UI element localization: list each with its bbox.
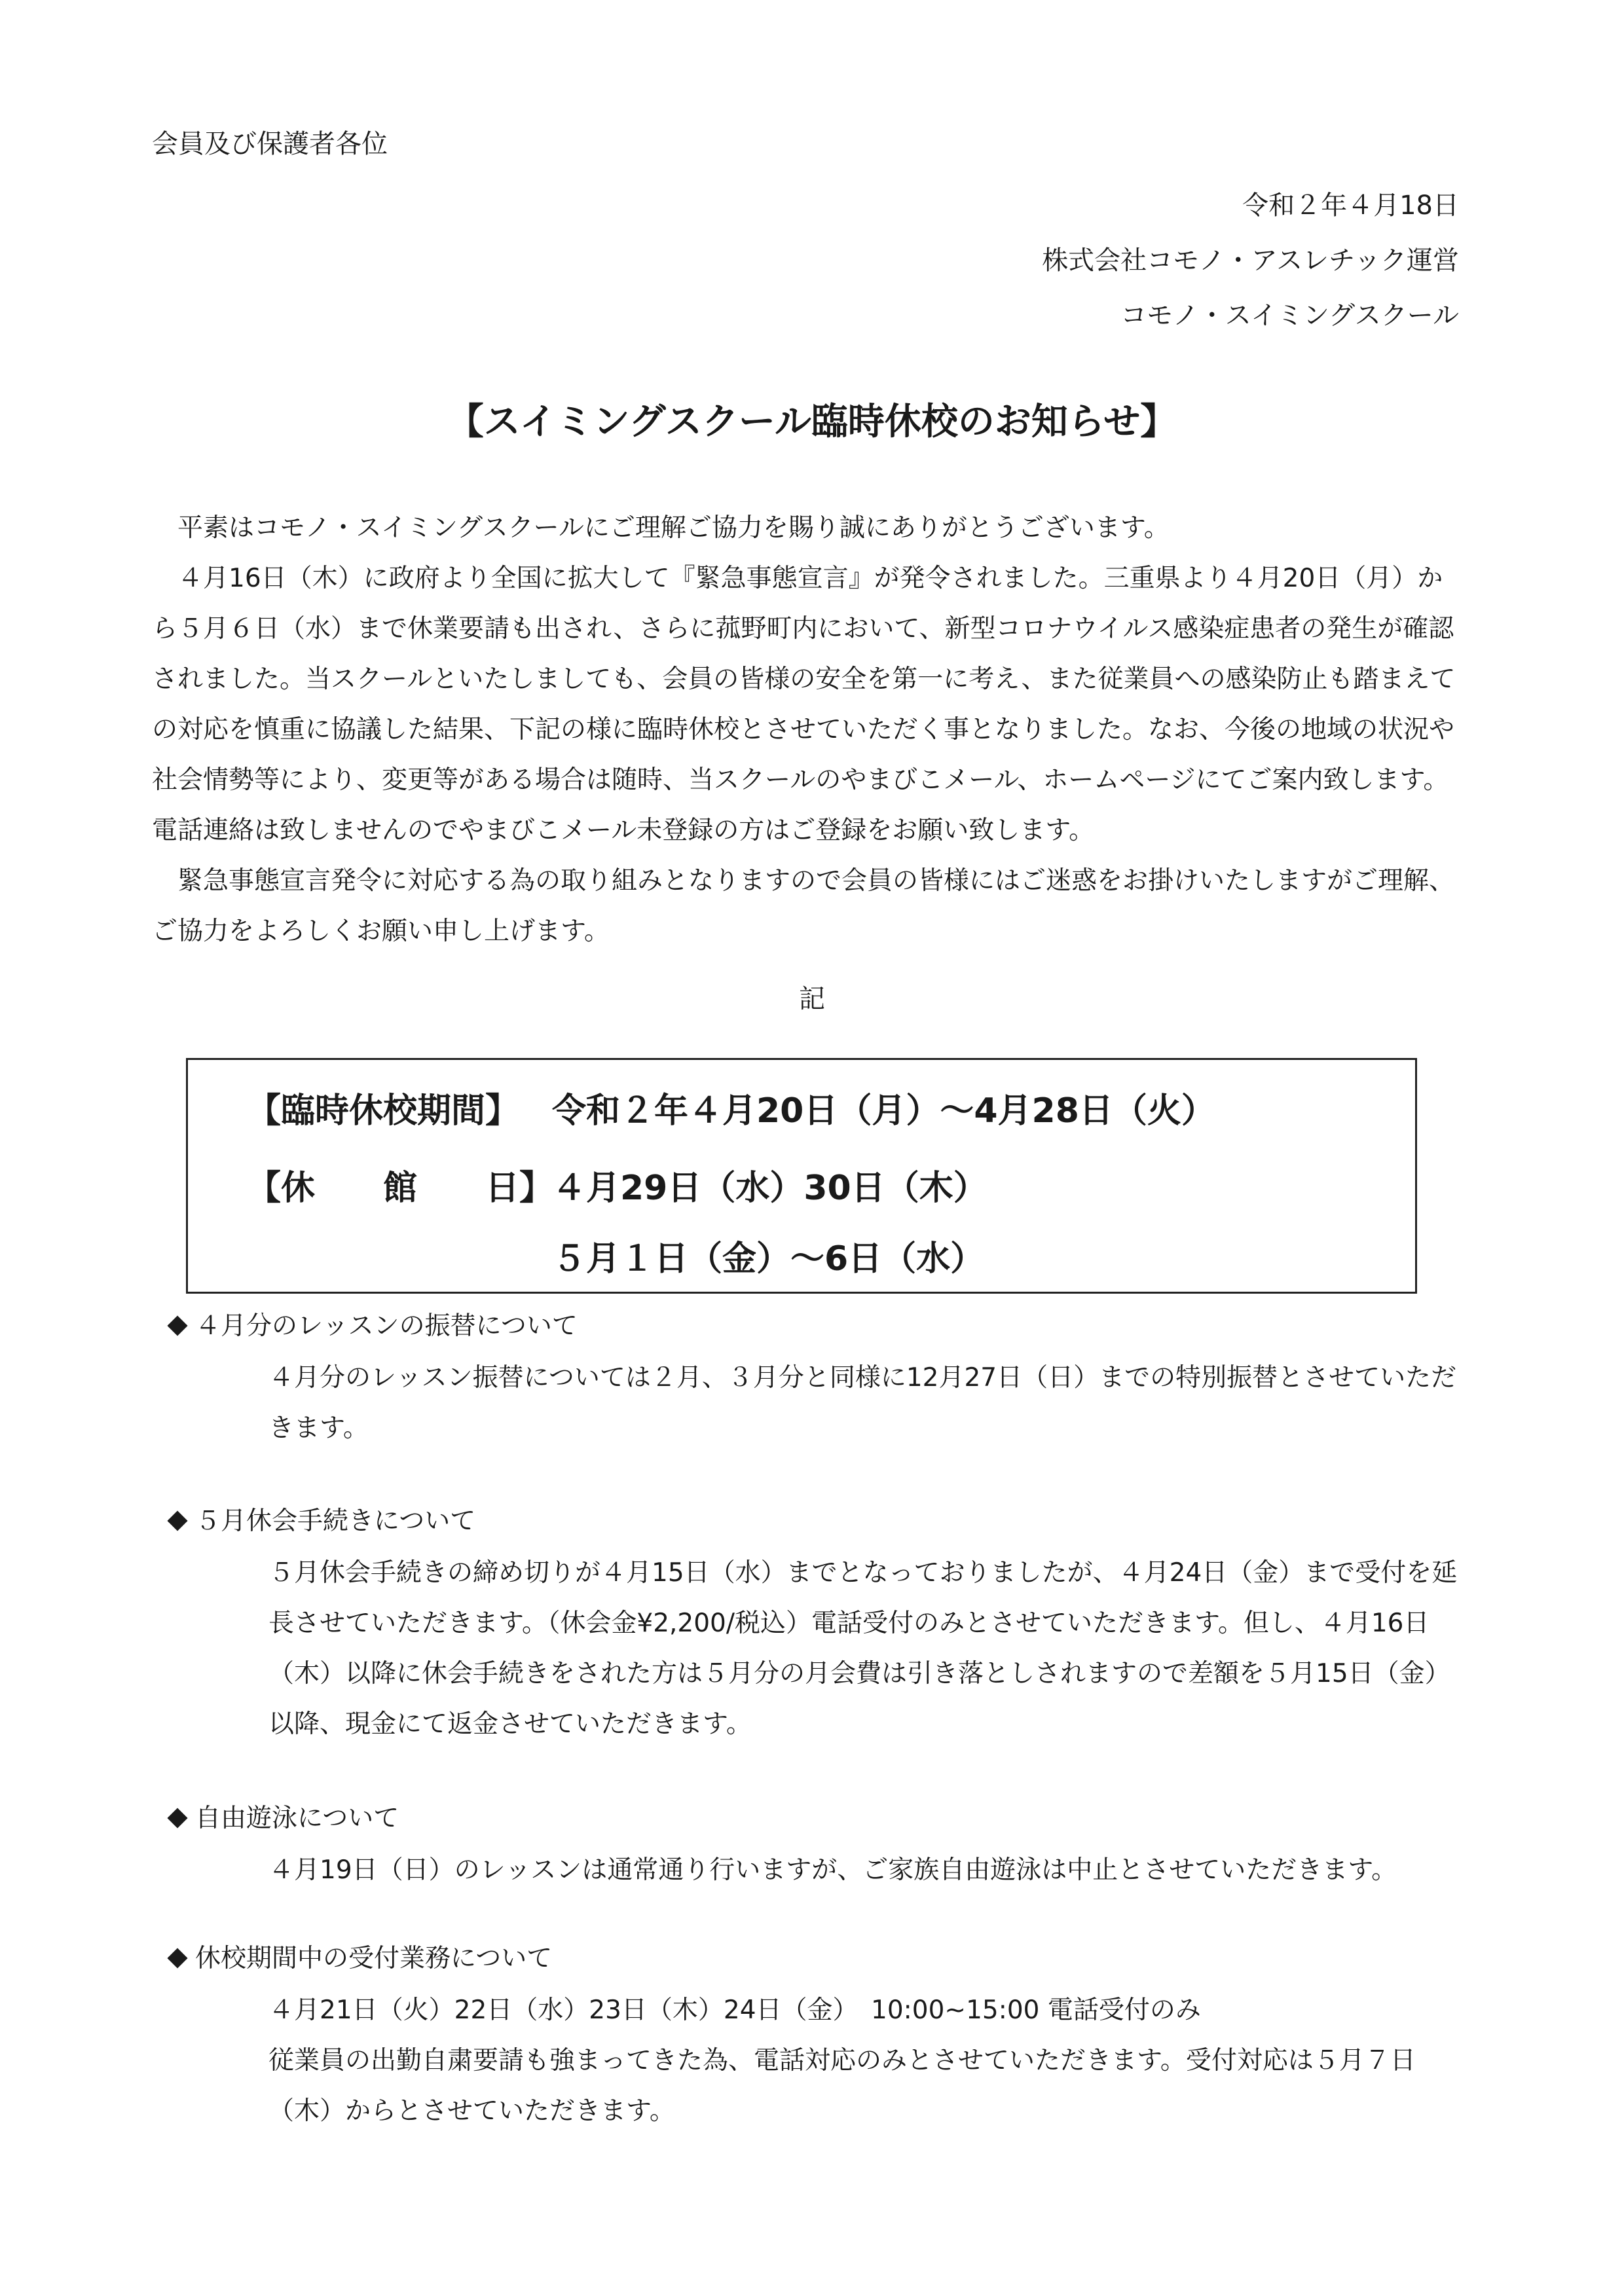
company-name: 株式会社コモノ・アスレチック運営 — [1042, 246, 1459, 276]
sender-block — [1042, 178, 1459, 343]
section-may-leave — [165, 1504, 1462, 1749]
closure-period-box — [186, 1058, 1417, 1294]
section-body — [268, 1353, 1462, 1453]
issue-date: 令和２年４月18日 — [1242, 191, 1459, 221]
closed-days-value-1: ４月29日（水）30日（木） — [552, 1169, 987, 1208]
closure-period-value: 令和２年４月20日（月）～4月28日（火） — [552, 1091, 1215, 1131]
school-name: コモノ・スイミングスクール — [1120, 301, 1459, 331]
section-line: ４月21日（火）22日（水）23日（木）24日（金） 10:00~15:00 電話受付のみ — [268, 1995, 1201, 2025]
intro-paragraph-1: 平素はコモノ・スイミングスクールにご理解ご協力を賜り誠にありがとうございます。 — [177, 513, 1170, 543]
closed-days-value-2: ５月１日（金）～6日（水） — [552, 1239, 985, 1279]
ki-mark: 記 — [799, 984, 825, 1014]
section-heading: ４月分のレッスンの振替について — [165, 1309, 1462, 1343]
diamond-bullet-icon — [167, 1510, 187, 1531]
section-heading: ５月休会手続きについて — [165, 1504, 1462, 1539]
intro-paragraph-3: 緊急事態宣言発令に対応する為の取り組みとなりますので会員の皆様にはご迷惑をお掛けいたしますがご理解、ご協力をよろしくお願い申し上げます。 — [152, 866, 1455, 946]
section-line: 従業員の出勤自粛要請も強まってきた為、電話対応のみとさせていただきます。受付対応は５月７日（木）からとさせていただきます。 — [268, 2046, 1416, 2126]
section-body — [268, 1985, 1462, 2136]
diamond-bullet-icon — [167, 1315, 187, 1336]
diamond-bullet-icon — [167, 1808, 187, 1828]
section-line: ４月分のレッスン振替については２月、３月分と同様に12月27日（日）までの特別振替とさせていただきます。 — [268, 1363, 1457, 1443]
section-heading: 自由遊泳について — [165, 1802, 1462, 1836]
section-lesson-transfer — [165, 1309, 1462, 1453]
section-line: ４月19日（日）のレッスンは通常通り行いますが、ご家族自由遊泳は中止とさせていただきます。 — [268, 1855, 1397, 1885]
section-body — [268, 1548, 1462, 1749]
recipient: 会員及び保護者各位 — [152, 129, 388, 159]
section-heading: 休校期間中の受付業務について — [165, 1942, 1462, 1976]
section-reception — [165, 1942, 1462, 2136]
closure-period-label: 【臨時休校期間】 — [247, 1091, 520, 1131]
section-body — [268, 1845, 1462, 1895]
closed-days-label: 【休 館 日】 — [247, 1169, 554, 1208]
page-title: 【スイミングスクール臨時休校のお知らせ】 — [447, 401, 1177, 443]
section-free-swim — [165, 1802, 1462, 1895]
diamond-bullet-icon — [167, 1948, 187, 1968]
intro-text — [152, 503, 1462, 957]
section-line: ５月休会手続きの締め切りが４月15日（水）までとなっておりましたが、４月24日（金）まで受付を延長させていただきます。（休会金¥2,200/税込）電話受付のみとさせていただきます。但し、４月16日（木）以降に休会手続きをされた方は５月分の月会費は引き落としされますので差額を５月15日（金）以降、現金にて返金させていただきます。 — [268, 1558, 1458, 1739]
intro-paragraph-2: ４月16日（木）に政府より全国に拡大して『緊急事態宣言』が発令されました。三重県より４月20日（月）から５月６日（水）まで休業要請も出され、さらに菰野町内において、新型コロナウイルス感染症患者の発生が確認されました。当スクールといたしましても、会員の皆様の安全を第一に考え、また従業員への感染防止も踏まえての対応を慎重に協議した結果、下記の様に臨時休校とさせていただく事となりました。なお、今後の地域の状況や社会情勢等により、変更等がある場合は随時、当スクールのやまびこメール、ホームページにてご案内致します。電話連絡は致しませんのでやまびこメール未登録の方はご登録をお願い致します。 — [152, 564, 1456, 845]
